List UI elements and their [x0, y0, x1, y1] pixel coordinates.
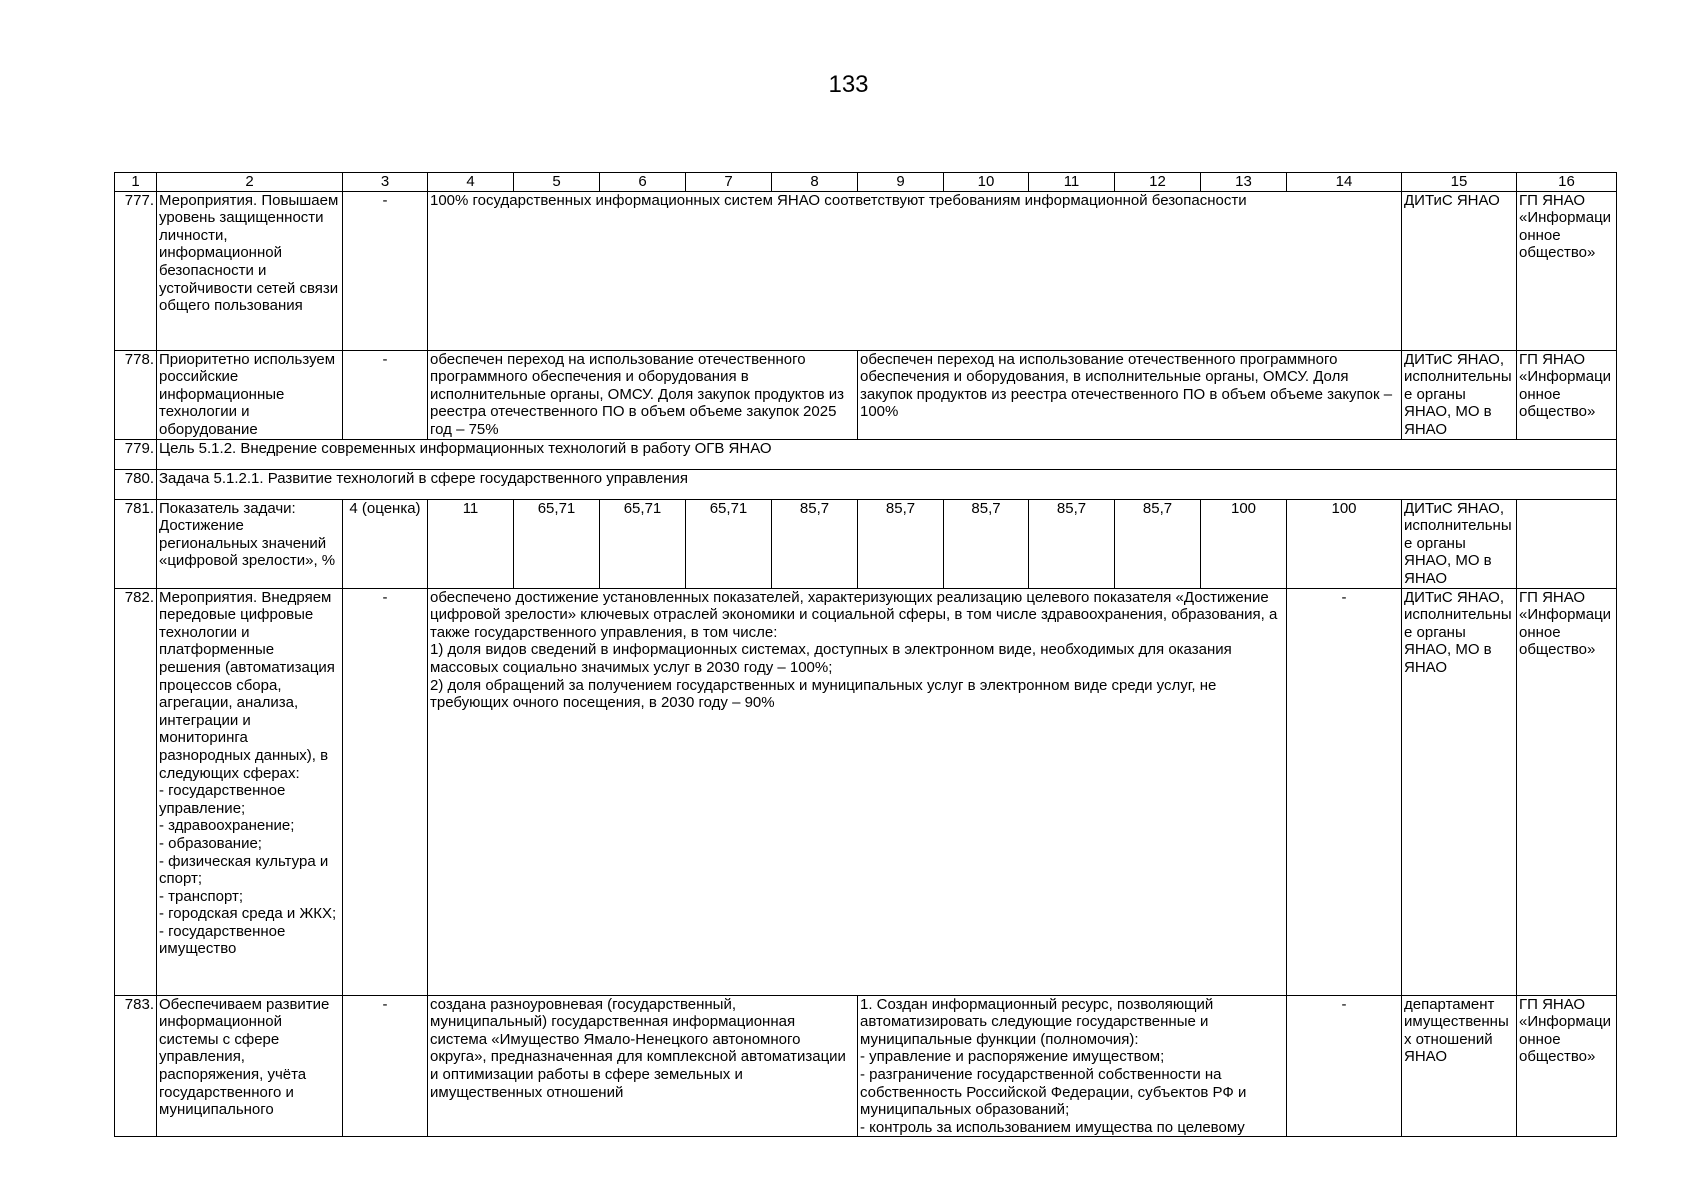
row-name: Мероприятия. Внедряем передовые цифровые технологии и платформенные решения (автоматизация процессов сбора, агрегации, анализа, интеграции и мониторинга разнородных данных), в следующих сферах: - государственное управление; - здравоохранение; - образование; - физическая культура и спорт; - транспорт; - городская среда и ЖКХ; - государственное имущество — [157, 588, 343, 995]
column-header: 8 — [772, 173, 858, 192]
column-header: 16 — [1517, 173, 1617, 192]
table-row — [115, 499, 1617, 588]
indicator-value: 100 — [1201, 499, 1287, 588]
row-description: обеспечено достижение установленных показателей, характеризующих реализацию целевого показателя «Достижение цифровой зрелости» ключевых отраслей экономики и социальной сферы, в том числе здравоохранения, образования, а также государственного управления, в том числе: 1) доля видов сведений в информационных системах, доступных в электронном виде, необходимых для оказания массовых социально значимых услуг в 2030 году – 100%; 2) доля обращений за получением государственных и муниципальных услуг в электронном виде среди услуг, не требующих очного посещения, в 2030 году – 90% — [428, 588, 1287, 995]
column-header: 6 — [600, 173, 686, 192]
data-table — [114, 172, 1617, 1137]
row-number: 783. — [115, 995, 157, 1137]
row-number: 781. — [115, 499, 157, 588]
column-header: 2 — [157, 173, 343, 192]
column-header: 9 — [858, 173, 944, 192]
base-value: - — [343, 588, 428, 995]
column-header: 1 — [115, 173, 157, 192]
program-cell: ГП ЯНАО «Информационное общество» — [1517, 350, 1617, 439]
table-row — [115, 469, 1617, 499]
indicator-value: 85,7 — [944, 499, 1029, 588]
table-row — [115, 995, 1617, 1137]
row-name: Показатель задачи: Достижение региональных значений «цифровой зрелости», % — [157, 499, 343, 588]
program-cell — [1517, 499, 1617, 588]
responsible-cell: ДИТиС ЯНАО, исполнительные органы ЯНАО, МО в ЯНАО — [1402, 350, 1517, 439]
goal-heading: Цель 5.1.2. Внедрение современных информационных технологий в работу ОГВ ЯНАО — [157, 439, 1617, 469]
column-header: 10 — [944, 173, 1029, 192]
indicator-value: 85,7 — [772, 499, 858, 588]
indicator-value: 65,71 — [686, 499, 772, 588]
column-header: 12 — [1115, 173, 1201, 192]
table-row — [115, 439, 1617, 469]
task-heading: Задача 5.1.2.1. Развитие технологий в сфере государственного управления — [157, 469, 1617, 499]
col14-value: - — [1287, 995, 1402, 1137]
row-number: 782. — [115, 588, 157, 995]
page-number: 133 — [828, 71, 869, 98]
row-number: 780. — [115, 469, 157, 499]
row-description-2030: обеспечен переход на использование отечественного программного обеспечения и оборудования, в исполнительные органы, ОМСУ. Доля закупок продуктов из реестра отечественного ПО в объем объеме закупок – 100% — [858, 350, 1402, 439]
row-number: 778. — [115, 350, 157, 439]
base-value: - — [343, 995, 428, 1137]
indicator-value: 85,7 — [1029, 499, 1115, 588]
indicator-value: 65,71 — [600, 499, 686, 588]
base-value: - — [343, 350, 428, 439]
responsible-cell: ДИТиС ЯНАО, исполнительные органы ЯНАО, МО в ЯНАО — [1402, 588, 1517, 995]
column-header: 11 — [1029, 173, 1115, 192]
row-description: 100% государственных информационных систем ЯНАО соответствуют требованиям информационной безопасности — [428, 191, 1402, 350]
col14-value: - — [1287, 588, 1402, 995]
column-header: 13 — [1201, 173, 1287, 192]
row-name: Обеспечиваем развитие информационной системы с сфере управления, распоряжения, учёта государственного и муниципального — [157, 995, 343, 1137]
table-row — [115, 350, 1617, 439]
indicator-value: 100 — [1287, 499, 1402, 588]
responsible-cell: департамент имущественных отношений ЯНАО — [1402, 995, 1517, 1137]
indicator-value: 65,71 — [514, 499, 600, 588]
table-row — [115, 191, 1617, 350]
column-header: 4 — [428, 173, 514, 192]
header-row — [115, 173, 1617, 192]
column-header: 5 — [514, 173, 600, 192]
row-number: 777. — [115, 191, 157, 350]
row-description-2025: создана разноуровневая (государственный, муниципальный) государственная информационная система «Имущество Ямало-Ненецкого автономного округа», предназначенная для комплексной автоматизации и оптимизации работы в сфере земельных и имущественных отношений — [428, 995, 858, 1137]
base-value: 4 (оценка) — [343, 499, 428, 588]
row-name: Приоритетно используем российские информационные технологии и оборудование — [157, 350, 343, 439]
responsible-cell: ДИТиС ЯНАО, исполнительные органы ЯНАО, МО в ЯНАО — [1402, 499, 1517, 588]
column-header: 14 — [1287, 173, 1402, 192]
table-row — [115, 588, 1617, 995]
row-number: 779. — [115, 439, 157, 469]
base-value: - — [343, 191, 428, 350]
row-description-2025: обеспечен переход на использование отечественного программного обеспечения и оборудования в исполнительные органы, ОМСУ. Доля закупок продуктов из реестра отечественного ПО в объем объеме закупок 2025 год – 75% — [428, 350, 858, 439]
column-header: 7 — [686, 173, 772, 192]
program-cell: ГП ЯНАО «Информационное общество» — [1517, 191, 1617, 350]
program-cell: ГП ЯНАО «Информационное общество» — [1517, 995, 1617, 1137]
program-cell: ГП ЯНАО «Информационное общество» — [1517, 588, 1617, 995]
indicator-value: 11 — [428, 499, 514, 588]
indicator-value: 85,7 — [1115, 499, 1201, 588]
column-header: 3 — [343, 173, 428, 192]
indicator-value: 85,7 — [858, 499, 944, 588]
row-name: Мероприятия. Повышаем уровень защищенности личности, информационной безопасности и устойчивости сетей связи общего пользования — [157, 191, 343, 350]
column-header: 15 — [1402, 173, 1517, 192]
row-description-2030: 1. Создан информационный ресурс, позволяющий автоматизировать следующие государственные и муниципальные функции (полномочия): - управление и распоряжение имуществом; - разграничение государственной собственности на собственность Российской Федерации, субъектов РФ и муниципальных образований; - контроль за использованием имущества по целевому — [858, 995, 1287, 1137]
responsible-cell: ДИТиС ЯНАО — [1402, 191, 1517, 350]
